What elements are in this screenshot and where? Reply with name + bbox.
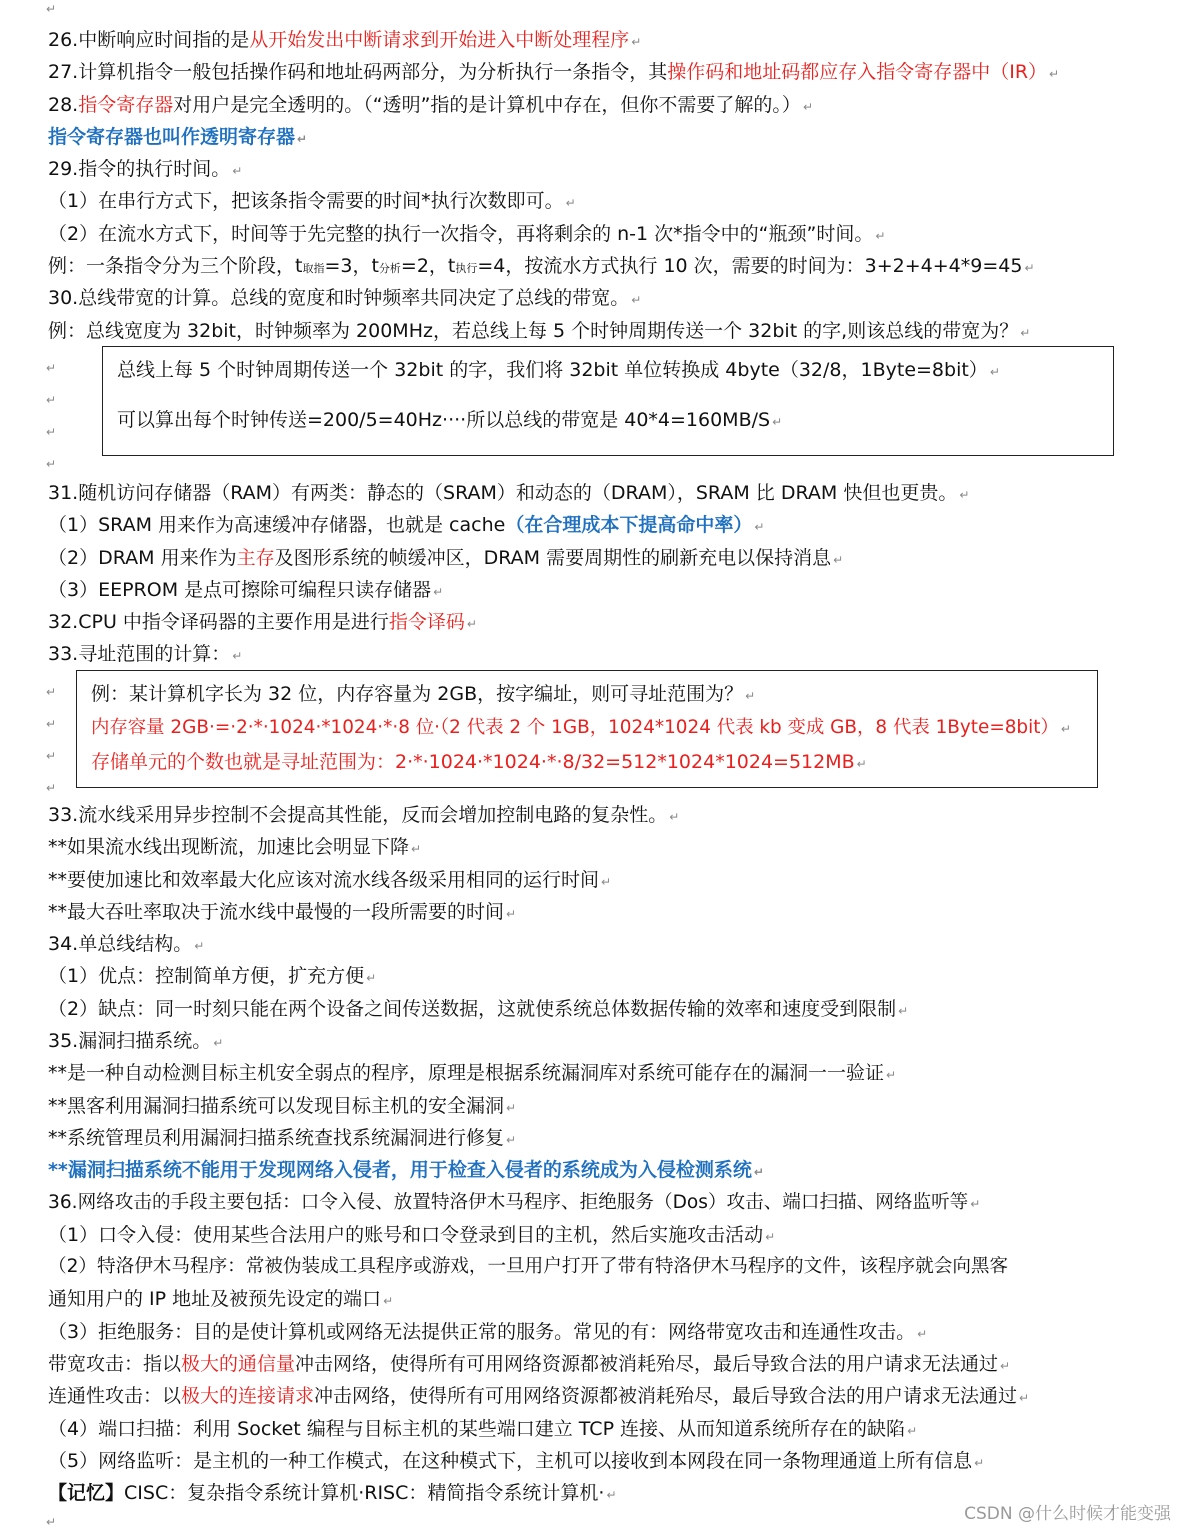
memory-note: 【记忆】CISC：复杂指令系统计算机·RISC：精简指令系统计算机· ↵ (48, 1482, 617, 1505)
item-31-2: （2）DRAM 用来作为主存及图形系统的帧缓冲区，DRAM 需要周期性的刷新充电以保持消息 ↵ (48, 546, 844, 569)
item-33b-3: **最大吞吐率取决于流水线中最慢的一段所需要的时间 ↵ (48, 900, 517, 923)
item-30: 30.总线带宽的计算。总线的宽度和时钟频率共同决定了总线的带宽。 ↵ (48, 287, 642, 310)
box2-line-3: 存储单元的个数也就是寻址范围为：2·*·1024·*1024·*·8/32=512*1024*1024=512MB ↵ (91, 751, 867, 773)
item-29-example: 例：一条指令分为三个阶段，t取指=3，t分析=2，t执行=4，按流水方式执行 10 次，需要的时间为：3+2+4+4*9=45 ↵ (48, 255, 1035, 278)
item-33b-2: **要使加速比和效率最大化应该对流水线各级采用相同的运行时间 ↵ (48, 868, 612, 891)
item-31-1: （1）SRAM 用来作为高速缓冲存储器，也就是 cache（在合理成本下提高命中率） ↵ (48, 514, 765, 537)
item-36-3: （3）拒绝服务：目的是使计算机或网络无法提供正常的服务。常见的有：网络带宽攻击和连通性攻击。 ↵ (48, 1320, 928, 1343)
item-35-2: **黑客利用漏洞扫描系统可以发现目标主机的安全漏洞 ↵ (48, 1094, 517, 1117)
para-mark: ↵ (46, 2, 57, 16)
item-36-2b: 通知用户的 IP 地址及被预先设定的端口 ↵ (48, 1288, 394, 1311)
item-36-1: （1）口令入侵：使用某些合法用户的账号和口令登录到目的主机，然后实施攻击活动 ↵ (48, 1223, 776, 1246)
item-29-1: （1）在串行方式下，把该条指令需要的时间*执行次数即可。 ↵ (48, 190, 576, 213)
csdn-watermark: CSDN @什么时候才能变强 (964, 1504, 1171, 1524)
item-34-1: （1）优点：控制简单方便，扩充方便 ↵ (48, 965, 377, 988)
bandwidth-solution-box (102, 346, 1114, 456)
item-34-2: （2）缺点：同一时刻只能在两个设备之间传送数据，这就使系统总体数据传输的效率和速度受到限制 ↵ (48, 997, 909, 1020)
item-28-note: 指令寄存器也叫作透明寄存器 ↵ (48, 125, 308, 148)
item-27: 27.计算机指令一般包括操作码和地址码两部分，为分析执行一条指令，其操作码和地址码都应存入指令寄存器中（IR） ↵ (48, 61, 1060, 84)
item-35-4: **漏洞扫描系统不能用于发现网络入侵者，用于检查入侵者的系统成为入侵检测系统 ↵ (48, 1159, 764, 1182)
item-31: 31.随机访问存储器（RAM）有两类：静态的（SRAM）和动态的（DRAM），SRAM 比 DRAM 快但也更贵。 ↵ (48, 482, 970, 504)
item-36-5: （5）网络监听：是主机的一种工作模式，在这种模式下，主机可以接收到本网段在同一条物理通道上所有信息 ↵ (48, 1449, 985, 1472)
notes-body (48, 24, 1173, 347)
box2-line-2: 内存容量 2GB·=·2·*·1024·*1024·*·8 位·（2 代表 2 个 1GB，1024*1024 代表 kb 变成 GB，8 代表 1Byte=8bit） ↵ (91, 717, 1071, 738)
item-30-example: 例：总线宽度为 32bit，时钟频率为 200MHz，若总线上每 5 个时钟周期传送一个 32bit 的字,则该总线的带宽为？ ↵ (48, 319, 1031, 342)
box1-line-1: 总线上每 5 个时钟周期传送一个 32bit 的字，我们将 32bit 单位转换成 4byte（32/8，1Byte=8bit） ↵ (117, 359, 1000, 381)
item-31-3: （3）EEPROM 是点可擦除可编程只读存储器 ↵ (48, 578, 444, 601)
item-33b: 33.流水线采用异步控制不会提高其性能，反而会增加控制电路的复杂性。 ↵ (48, 804, 680, 826)
item-26: 26.中断响应时间指的是从开始发出中断请求到开始进入中断处理程序 ↵ (48, 29, 642, 51)
item-36: 36.网络攻击的手段主要包括：口令入侵、放置特洛伊木马程序、拒绝服务（Dos）攻击、端口扫描、网络监听等 ↵ (48, 1191, 981, 1213)
box2-line-1: 例：某计算机字长为 32 位，内存容量为 2GB，按字编址，则可寻址范围为？ ↵ (91, 683, 756, 705)
item-35-3: **系统管理员利用漏洞扫描系统查找系统漏洞进行修复 ↵ (48, 1126, 517, 1149)
item-36-4: （4）端口扫描：利用 Socket 编程与目标主机的某些端口建立 TCP 连接、从而知道系统所存在的缺陷 ↵ (48, 1417, 918, 1440)
item-35-1: **是一种自动检测目标主机安全弱点的程序，原理是根据系统漏洞库对系统可能存在的漏洞一一验证 ↵ (48, 1062, 897, 1085)
item-36-connectivity: 连通性攻击：以极大的连接请求冲击网络，使得所有可用网络资源都被消耗殆尽，最后导致合法的用户请求无法通过 ↵ (48, 1385, 1030, 1408)
item-36-2a: （2）特洛伊木马程序：常被伪装成工具程序或游戏，一旦用户打开了带有特洛伊木马程序的文件，该程序就会向黑客 (48, 1256, 1009, 1278)
box2-margin-marks: ↵ ↵ ↵ ↵ (46, 685, 57, 795)
item-32: 32.CPU 中指令译码器的主要作用是进行指令译码 ↵ (48, 611, 477, 634)
notes-body-2 (48, 477, 1173, 671)
notes-body-3 (48, 799, 1173, 1510)
item-33b-1: **如果流水线出现断流，加速比会明显下降 ↵ (48, 836, 422, 859)
box1-margin-marks: ↵ ↵ ↵ ↵ (46, 361, 57, 471)
item-29-2: （2）在流水方式下，时间等于先完整的执行一次指令，再将剩余的 n-1 次*指令中的“瓶颈”时间。 ↵ (48, 222, 886, 245)
item-35: 35.漏洞扫描系统。 ↵ (48, 1030, 224, 1053)
item-28: 28.指令寄存器对用户是完全透明的。（“透明”指的是计算机中存在，但你不需要了解的。） ↵ (48, 93, 813, 116)
item-34: 34.单总线结构。 ↵ (48, 933, 205, 956)
item-33: 33.寻址范围的计算： ↵ (48, 643, 243, 666)
item-29: 29.指令的执行时间。 ↵ (48, 158, 243, 181)
item-36-bandwidth: 带宽攻击：指以极大的通信量冲击网络，使得所有可用网络资源都被消耗殆尽，最后导致合法的用户请求无法通过 ↵ (48, 1353, 1011, 1376)
box1-line-2: 可以算出每个时钟传送=200/5=40Hz····所以总线的带宽是 40*4=160MB/S ↵ (117, 409, 783, 431)
para-mark-end: ↵ (46, 1515, 57, 1529)
addressing-solution-box (76, 670, 1098, 788)
